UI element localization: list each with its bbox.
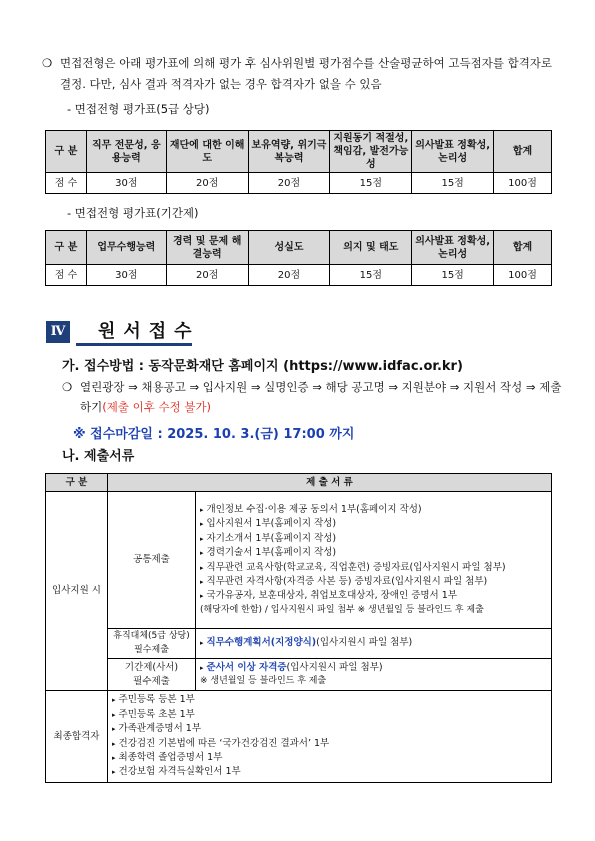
interview-text: 면접전형은 아래 평가표에 의해 평가 후 심사위원별 평가점수를 산술평균하여 고득점자를 합격자로 결정. 다만, 심사 결과 적격자가 없는 경우 합격자가 없을 수 있음 xyxy=(60,56,553,91)
table-header-row xyxy=(46,231,552,265)
triangle-bullet-icon: ▸ xyxy=(112,739,116,748)
list-item: ▸ 입사지원서 1부(홈페이지 작성) xyxy=(200,518,337,530)
table-cell: 100점 xyxy=(494,265,552,286)
steps-note: (제출 이후 수정 불가) xyxy=(102,400,212,414)
table-header-cell: 의사발표 정확성, 논리성 xyxy=(412,131,494,173)
table-cell: 20점 xyxy=(166,173,248,194)
final-label: 최종합격자 xyxy=(46,691,108,783)
list-item: ▸ 주민등록 초본 1부 xyxy=(112,708,195,720)
table-row xyxy=(46,265,552,286)
triangle-bullet-icon: ▸ xyxy=(200,505,204,514)
table-cell: 15점 xyxy=(330,173,412,194)
table-row-label: 점 수 xyxy=(46,265,87,286)
list-item: ▸ 최종학력 졸업증명서 1부 xyxy=(112,751,223,763)
table-header-cell: 보유역량, 위기극복능력 xyxy=(248,131,330,173)
contract-docs-note: ※ 생년월일 등 블라인드 후 제출 xyxy=(200,676,327,686)
contract-docs xyxy=(196,659,552,691)
table-header-cell: 제 출 서 류 xyxy=(108,474,552,492)
list-item: ▸ 준사서 이상 자격증(입사지원시 파일 첨부) xyxy=(200,661,383,673)
triangle-bullet-icon: ▸ xyxy=(200,663,204,672)
list-item: ▸ 건강보험 자격득실확인서 1부 xyxy=(112,766,241,778)
common-label: 공통제출 xyxy=(108,492,196,629)
table-header-cell: 합계 xyxy=(494,131,552,173)
triangle-bullet-icon: ▸ xyxy=(200,534,204,543)
table-cell: 30점 xyxy=(86,265,166,286)
application-steps xyxy=(62,377,562,417)
circle-bullet-icon: ❍ xyxy=(62,380,73,394)
table-header-cell: 경력 및 문제 해결능력 xyxy=(166,231,248,265)
table-cell: 15점 xyxy=(412,173,494,194)
documents-table xyxy=(45,473,552,783)
interview-table-grade5 xyxy=(45,130,552,194)
table-header-cell: 의지 및 태도 xyxy=(330,231,412,265)
list-item: ▸ 직무관련 자격사항(자격증 사본 등) 증빙자료(입사지원시 파일 첨부) xyxy=(200,575,488,587)
contract-label: 기간제(사서) 필수제출 xyxy=(108,659,196,691)
table-cell: 15점 xyxy=(412,265,494,286)
list-item: ▸ 직무수행계획서(지정양식)(입사지원시 파일 첨부) xyxy=(200,637,413,649)
table-cell: 30점 xyxy=(86,173,166,194)
table-header-cell: 구 분 xyxy=(46,131,87,173)
table-cell: 100점 xyxy=(494,173,552,194)
final-docs-list xyxy=(108,691,552,783)
interview-table-contract xyxy=(45,230,552,286)
table-cell: 20점 xyxy=(248,265,330,286)
table-header-cell: 구 분 xyxy=(46,474,108,492)
table-header-row xyxy=(46,131,552,173)
triangle-bullet-icon: ▸ xyxy=(200,592,204,601)
table-header-cell: 재단에 대한 이해도 xyxy=(166,131,248,173)
list-item: ▸ 주민등록 등본 1부 xyxy=(112,694,195,706)
section-underline xyxy=(76,343,192,346)
common-docs-list xyxy=(196,492,552,629)
list-item: ▸ 경력기술서 1부(홈페이지 작성) xyxy=(200,547,337,559)
table1-title: - 면접전형 평가표(5급 상당) xyxy=(67,102,210,116)
table-header-cell: 합계 xyxy=(494,231,552,265)
list-item: ▸ 가족관계증명서 1부 xyxy=(112,723,201,735)
list-item: ▸ 직무관련 교육사항(학교교육, 직업훈련) 증빙자료(입사지원시 파일 첨부) xyxy=(200,561,506,573)
circle-bullet-icon: ❍ xyxy=(42,56,53,70)
triangle-bullet-icon: ▸ xyxy=(200,549,204,558)
table-cell: 20점 xyxy=(248,173,330,194)
table2-title: - 면접전형 평가표(기간제) xyxy=(67,206,199,220)
table-row-label: 점 수 xyxy=(46,173,87,194)
table-row xyxy=(46,659,552,691)
method-title: 가. 접수방법 : 동작문화재단 홈페이지 (https://www.idfac.or.kr) xyxy=(62,359,463,374)
triangle-bullet-icon: ▸ xyxy=(112,768,116,777)
steps-text: 열린광장 ⇒ 채용공고 ⇒ 입사지원 ⇒ 실명인증 ⇒ 해당 공고명 ⇒ 지원분야 ⇒ 지원서 작성 ⇒ 제출하기 xyxy=(80,380,562,414)
list-item: ▸ 국가유공자, 보훈대상자, 취업보호대상자, 장애인 증명서 1부 xyxy=(200,590,457,602)
triangle-bullet-icon: ▸ xyxy=(200,577,204,586)
interview-paragraph xyxy=(42,53,562,95)
deadline-notice: ※ 접수마감일 : 2025. 10. 3.(금) 17:00 까지 xyxy=(73,427,355,442)
table-row xyxy=(46,173,552,194)
triangle-bullet-icon: ▸ xyxy=(200,563,204,572)
common-docs-note: (해당자에 한함) / 입사지원시 파일 첨부 ※ 생년월일 등 블라인드 후 제출 xyxy=(200,604,484,615)
table-row xyxy=(46,691,552,783)
section-title: 원서접수 xyxy=(98,321,200,342)
triangle-bullet-icon: ▸ xyxy=(112,696,116,705)
triangle-bullet-icon: ▸ xyxy=(112,710,116,719)
triangle-bullet-icon: ▸ xyxy=(112,725,116,734)
grade5-label: 휴직대체(5급 상당) 필수제출 xyxy=(108,629,196,659)
applicant-label: 입사지원 시 xyxy=(46,492,108,691)
table-row xyxy=(46,629,552,659)
triangle-bullet-icon: ▸ xyxy=(200,639,204,648)
table-cell: 20점 xyxy=(166,265,248,286)
table-header-cell: 직무 전문성, 응용능력 xyxy=(86,131,166,173)
table-header-cell: 업무수행능력 xyxy=(86,231,166,265)
table-cell: 15점 xyxy=(330,265,412,286)
table-header-row xyxy=(46,474,552,492)
triangle-bullet-icon: ▸ xyxy=(112,753,116,762)
list-item: ▸ 개인정보 수집·이용 제공 동의서 1부(홈페이지 작성) xyxy=(200,503,422,515)
table-header-cell: 구 분 xyxy=(46,231,87,265)
table-header-cell: 지원동기 적절성, 책임감, 발전가능성 xyxy=(330,131,412,173)
triangle-bullet-icon: ▸ xyxy=(200,520,204,529)
section-number-badge: Ⅳ xyxy=(46,321,70,343)
list-item: ▸ 자기소개서 1부(홈페이지 작성) xyxy=(200,532,337,544)
table-row xyxy=(46,492,552,629)
grade5-docs xyxy=(196,629,552,659)
docs-title: 나. 제출서류 xyxy=(62,449,135,464)
table-header-cell: 성실도 xyxy=(248,231,330,265)
list-item: ▸ 건강검진 기본법에 따른 ‘국가건강검진 결과서’ 1부 xyxy=(112,737,330,749)
table-header-cell: 의사발표 정확성, 논리성 xyxy=(412,231,494,265)
